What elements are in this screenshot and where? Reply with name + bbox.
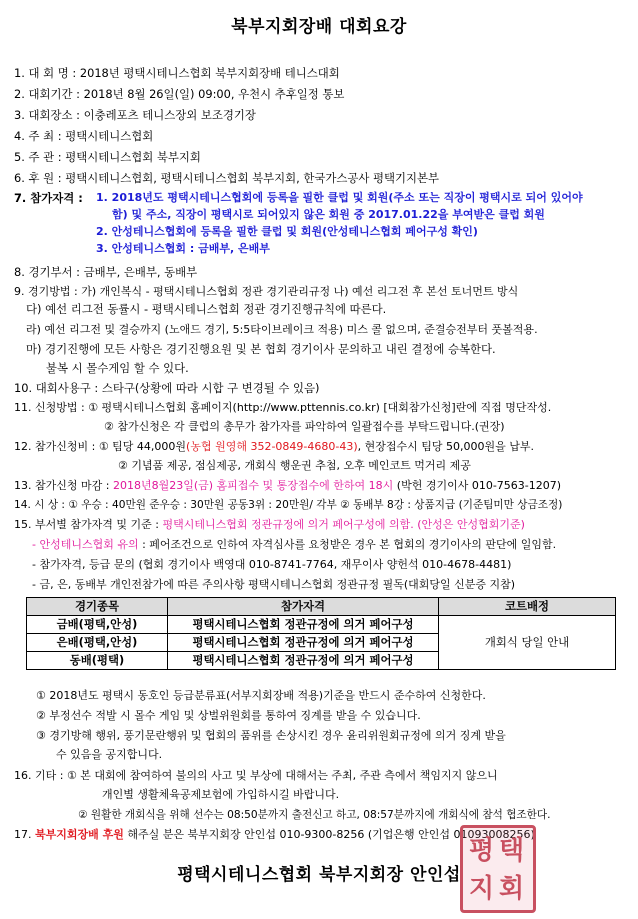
- sponsor-highlight: 북부지회장배 후원: [35, 828, 124, 841]
- info-line-balls: 10. 대회사용구 : 스타구(상황에 따라 시합 구 변경될 수 있음): [14, 381, 320, 395]
- table-header-court: 코트배정: [439, 598, 616, 616]
- division-line: [14, 517, 525, 533]
- info-line-venue: 3. 대회장소 : 이충레포츠 테니스장외 보조경기장: [14, 108, 256, 122]
- apply-line-1: 11. 신청방법 : ① 평택시테니스협회 홈페이지(http://www.pttennis.co.kr) [대회참가신청]란에 직접 명단작성.: [14, 401, 552, 414]
- seal-char: 택: [499, 836, 525, 866]
- division-note-2: - 참가자격, 등급 문의 (협회 경기이사 백영대 010-8741-7764, 재무이사 양헌석 010-4678-4481): [32, 558, 512, 571]
- division-note-1-highlight: - 안성테니스협회 유의: [32, 538, 139, 551]
- rule-line-tie: 다) 예선 리그전 동률시 - 평택시테니스협회 정관 경기진행규칙에 따른다.: [26, 302, 387, 316]
- table-cell-eligibility: 평택시테니스협회 정관규정에 의거 페어구성: [168, 652, 439, 670]
- division-note-1-text: : 페어조건으로 인하여 자격심사를 요청받은 경우 본 협회의 경기이사의 판단에 일임함.: [138, 538, 557, 551]
- document-title: 북부지회장배 대회요강: [231, 17, 407, 37]
- eligibility-item-1b: 함) 및 주소, 직장이 평택시로 되어있지 않은 회원 중 2017.01.22을 부여받은 클럽 회원: [112, 208, 545, 221]
- misc-line-3: ② 원활한 개회식을 위해 선수는 08:50분까지 출전신고 하고, 08:57분까지에 개회식에 참석 협조한다.: [78, 809, 551, 821]
- post-note-1: ① 2018년도 평택시 동호인 등급분류표(서부지회장배 적용)기준을 반드시 준수하여 신청한다.: [36, 689, 486, 702]
- misc-line-2: 개인별 생활체육공제보험에 가입하시길 바랍니다.: [102, 788, 340, 801]
- table-cell-eligibility: 평택시테니스협회 정관규정에 의거 페어구성: [168, 616, 439, 634]
- info-line-name: 1. 대 회 명 : 2018년 평택시테니스협회 북부지회장배 테니스대회: [14, 66, 340, 80]
- table-header-eligibility: 참가자격: [168, 598, 439, 616]
- rule-line-noad: 라) 예선 리그전 및 결승까지 (노애드 경기, 5:5타이브레이크 적용) 미스 콜 없으며, 준결승전부터 풋볼적용.: [26, 323, 538, 336]
- sponsor-tail: 해주실 분은 북부지회장 안인섭 010-9300-8256 (기업은행 안인섭 01093008256): [123, 828, 535, 841]
- prize-line: 14. 시 상 : ① 우승 : 40만원 준우승 : 30만원 공동3위 : 20만원/ 각부 ② 동배부 8강 : 상품지급 (기준팀미만 상금조정): [14, 499, 563, 511]
- fee-line-1: [14, 439, 534, 455]
- division-rule: 평택시테니스협회 정관규정에 의거 페어구성에 의함. (안성은 안성협회기준): [162, 518, 525, 531]
- fee-line-2: ② 기념품 제공, 점심제공, 개회식 행운권 추첨, 오후 메인코트 먹거리 제공: [118, 459, 471, 472]
- eligibility-item-2: 2. 안성테니스협회에 등록을 필한 클럽 및 회원(안성테니스협회 페어구성 확인): [96, 225, 478, 238]
- fee-tail: , 현장접수시 팀당 50,000원을 납부.: [357, 440, 535, 453]
- deadline-tail: (박헌 경기이사 010-7563-1207): [393, 479, 562, 492]
- table-cell-event: 동배(평택): [27, 652, 168, 670]
- seal-char: 회: [499, 874, 525, 904]
- info-line-divisions: 8. 경기부서 : 금배부, 은배부, 동배부: [14, 265, 198, 279]
- table-header-event: 경기종목: [27, 598, 168, 616]
- post-note-2: ② 부정선수 적발 시 몰수 게임 및 상벌위원회를 통하여 징계를 받을 수 있습니다.: [36, 709, 421, 722]
- misc-line-1: 16. 기타 : ① 본 대회에 참여하여 불의의 사고 및 부상에 대해서는 주최, 주관 측에서 책임지지 않으니: [14, 769, 498, 782]
- division-note-3: - 금, 은, 동배부 개인전참가에 따른 주의사항 평택시테니스협회 정관규정 필독(대회당일 신분증 지참): [32, 578, 516, 591]
- table-cell-court: 개회식 당일 안내: [439, 616, 616, 670]
- post-note-3: ③ 경기방해 행위, 풍기문란행위 및 협회의 품위를 손상시킨 경우 윤리위원회규정에 의거 징계 받을: [36, 729, 506, 742]
- eligibility-item-3: 3. 안성테니스협회 : 금배부, 은배부: [96, 242, 270, 255]
- post-note-3b: 수 있음을 공지합니다.: [56, 748, 163, 761]
- deadline-lead: 13. 참가신청 마감 :: [14, 479, 113, 492]
- eligibility-item-1a: 1. 2018년도 평택시테니스협회에 등록을 필한 클럽 및 회원(주소 또는 직장이 평택시로 되어 있어야: [96, 191, 583, 204]
- table-row: [27, 616, 616, 634]
- rule-line-decision: 마) 경기진행에 모든 사항은 경기진행요원 및 본 협회 경기이사 문의하고 내린 결정에 승복한다.: [26, 342, 496, 356]
- division-lead: 15. 부서별 참가자격 및 기준 :: [14, 518, 163, 531]
- info-line-organizer: 5. 주 관 : 평택시테니스협회 북부지회: [14, 150, 201, 164]
- table-cell-event: 금배(평택,안성): [27, 616, 168, 634]
- division-table: [26, 597, 616, 670]
- table-cell-eligibility: 평택시테니스협회 정관규정에 의거 페어구성: [168, 634, 439, 652]
- seal-char: 평: [469, 836, 495, 866]
- seal-char: 지: [469, 874, 495, 904]
- division-note-1: [32, 537, 556, 553]
- apply-line-2: ② 참가신청은 각 클럽의 총무가 참가자를 파악하여 일괄접수를 부탁드립니다.(권장): [104, 420, 505, 433]
- table-header-row: [27, 598, 616, 616]
- deadline-date: 2018년8월23일(금) 홈피접수 및 통장접수에 한하여 18시: [112, 479, 394, 492]
- eligibility-label: 7. 참가자격 :: [14, 191, 83, 205]
- info-line-host: 4. 주 최 : 평택시테니스협회: [14, 129, 154, 143]
- footer-signature: 평택시테니스협회 북부지회장 안인섭: [177, 865, 461, 885]
- sponsor-lead: 17.: [14, 828, 35, 841]
- info-line-period: 2. 대회기간 : 2018년 8월 26일(일) 09:00, 우천시 추후일정 통보: [14, 87, 345, 101]
- table-cell-event: 은배(평택,안성): [27, 634, 168, 652]
- fee-lead: 12. 참가신청비 : ① 팀당 44,000원: [14, 440, 187, 453]
- sponsor-line: [14, 827, 535, 843]
- rule-line-forfeit: 불복 시 몰수게임 할 수 있다.: [46, 361, 189, 375]
- info-line-sponsor: 6. 후 원 : 평택시테니스협회, 평택시테니스협회 북부지회, 한국가스공사 평택기지본부: [14, 171, 440, 185]
- fee-account: (농협 원영해 352-0849-4680-43): [186, 440, 358, 453]
- deadline-line: [14, 478, 561, 494]
- rule-line-method: 9. 경기방법 : 가) 개인복식 - 평택시테니스협회 정관 경기관리규정 나) 예선 리그전 후 본선 토너먼트 방식: [14, 285, 519, 298]
